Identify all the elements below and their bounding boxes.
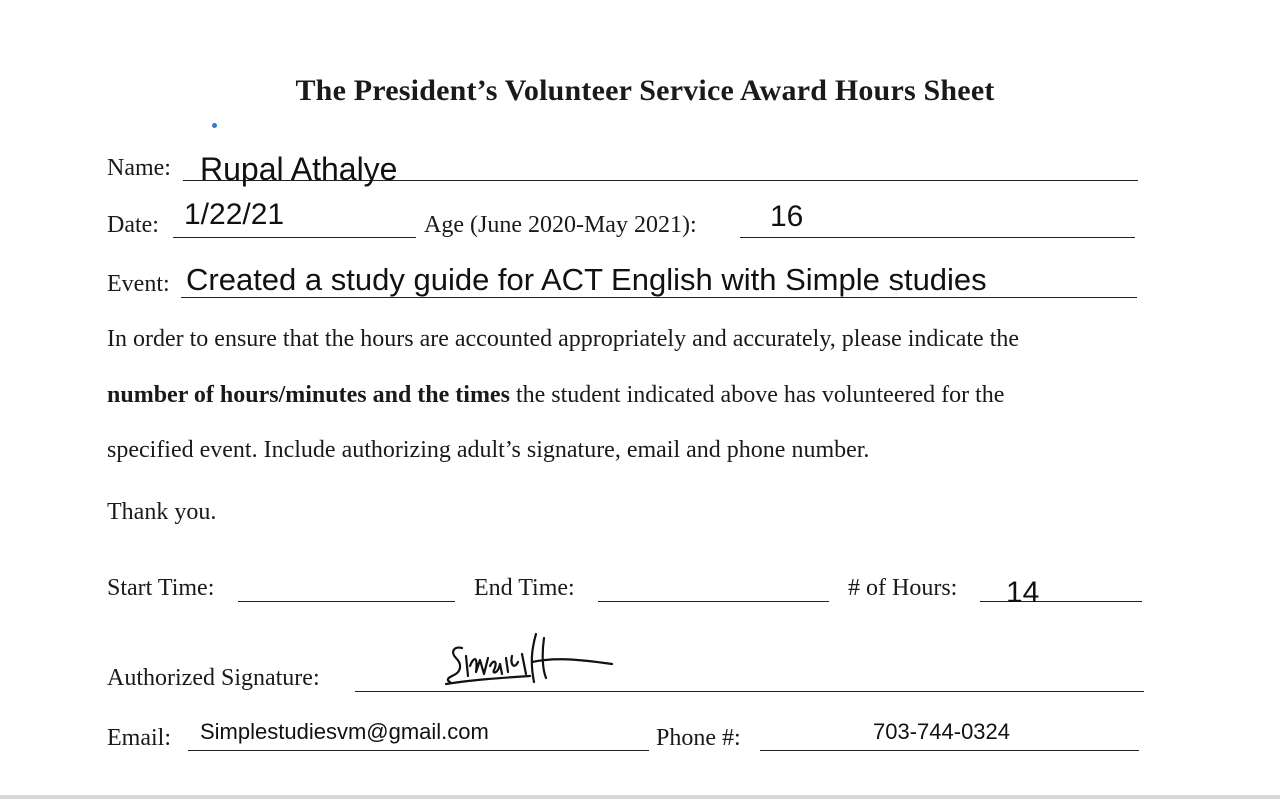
email-line	[188, 750, 649, 751]
instructions-line-2	[107, 382, 1004, 409]
hours-label: # of Hours:	[848, 575, 958, 601]
handwritten-signature[interactable]	[440, 628, 620, 692]
date-label: Date:	[107, 212, 159, 238]
signature-label: Authorized Signature:	[107, 665, 320, 691]
page-bottom-edge	[0, 795, 1280, 799]
start-time-label: Start Time:	[107, 575, 215, 601]
age-label: Age (June 2020-May 2021):	[424, 212, 697, 238]
end-time-line	[598, 601, 829, 602]
date-line	[173, 237, 416, 238]
hours-line	[980, 601, 1142, 602]
phone-field[interactable]: 703-744-0324	[873, 719, 1011, 744]
start-time-line	[238, 601, 455, 602]
instructions-line-2-rest: the student indicated above has volunteered for the	[509, 382, 1005, 408]
email-field[interactable]: Simplestudiesvm@gmail.com	[200, 719, 489, 744]
age-line	[740, 237, 1135, 238]
event-label: Event:	[107, 271, 170, 297]
email-label: Email:	[107, 725, 171, 751]
hours-field[interactable]: 14	[1006, 576, 1040, 609]
instructions-line-1: In order to ensure that the hours are accounted appropriately and accurately, please indicate the	[107, 326, 1020, 352]
ink-dot	[212, 123, 217, 128]
age-field[interactable]: 16	[770, 200, 804, 233]
instructions-bold: number of hours/minutes and the times	[107, 382, 510, 408]
end-time-label: End Time:	[474, 575, 575, 601]
phone-label: Phone #:	[656, 725, 741, 751]
form-title: The President’s Volunteer Service Award Hours Sheet	[295, 74, 995, 107]
event-field[interactable]: Created a study guide for ACT English with Simple studies	[186, 262, 987, 297]
thank-you-text: Thank you.	[107, 499, 217, 525]
name-field[interactable]: Rupal Athalye	[200, 151, 398, 187]
instructions-line-3: specified event. Include authorizing adult’s signature, email and phone number.	[107, 437, 870, 463]
name-label: Name:	[107, 155, 171, 181]
date-field[interactable]: 1/22/21	[184, 198, 285, 231]
phone-line	[760, 750, 1139, 751]
